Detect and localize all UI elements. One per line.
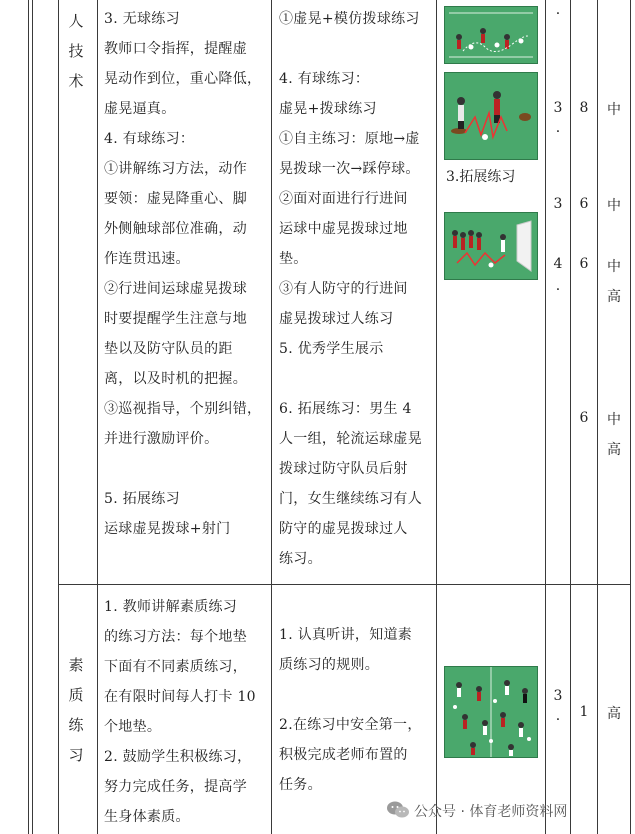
text-line: 努力完成任务，提高学 bbox=[104, 779, 247, 795]
text-line: 要领：虚晃降重心、脚 bbox=[104, 191, 247, 207]
text-line: ③巡视指导，个别纠错， bbox=[104, 401, 262, 417]
row-divider bbox=[58, 584, 631, 585]
time-mark: · bbox=[555, 282, 561, 298]
text-line: ③有人防守的行进间 bbox=[279, 281, 408, 297]
text-line: 1. 教师讲解素质练习 bbox=[104, 599, 238, 615]
extension-caption: 3.拓展练习 bbox=[446, 169, 516, 185]
time-mark: · bbox=[555, 712, 561, 728]
time-value: 4 bbox=[553, 256, 563, 272]
text-line: 晃拨球一次→踩停球。 bbox=[279, 161, 420, 177]
text-line: 并进行激励评价。 bbox=[104, 431, 219, 447]
section-label-fitness: 素 质 练 习 bbox=[68, 656, 84, 764]
grid-line bbox=[97, 0, 98, 834]
text-line: 外侧触球部位准确，动 bbox=[104, 221, 247, 237]
count-value: 6 bbox=[579, 196, 589, 212]
grid-line bbox=[570, 0, 571, 834]
text-line: ①讲解练习方法，动作 bbox=[104, 161, 247, 177]
text-line: 5. 拓展练习 bbox=[104, 491, 180, 507]
text-line: 垫以及防守队员的距 bbox=[104, 341, 233, 357]
text-line: 拨球过防守队员后射 bbox=[279, 461, 408, 477]
grid-line bbox=[597, 0, 598, 834]
text-line: 作连贯迅速。 bbox=[104, 251, 190, 267]
text-line: 防守的虚晃拨球过人 bbox=[279, 521, 408, 537]
intensity-value: 高 bbox=[607, 706, 621, 722]
text-line: 垫。 bbox=[279, 251, 308, 267]
teacher-activities-tech bbox=[104, 4, 261, 544]
time-value: 3 bbox=[553, 688, 563, 704]
grid-line bbox=[58, 0, 59, 834]
text-line: 门，女生继续练习有人 bbox=[279, 491, 422, 507]
text-line bbox=[279, 680, 422, 710]
drill-diagram-icon bbox=[444, 6, 538, 64]
time-mark: · bbox=[555, 6, 561, 22]
text-line: 练习。 bbox=[279, 551, 322, 567]
text-line: ②面对面进行行进间 bbox=[279, 191, 408, 207]
text-line: 3. 无球练习 bbox=[104, 11, 180, 27]
text-line: 积极完成老师布置的 bbox=[279, 747, 408, 763]
student-activities-fitness bbox=[279, 620, 422, 800]
count-value: 6 bbox=[579, 256, 589, 272]
text-line: ②行进间运球虚晃拨球 bbox=[104, 281, 247, 297]
text-line: 教师口令指挥，提醒虚 bbox=[104, 41, 247, 57]
wechat-icon bbox=[386, 800, 410, 824]
section-label-tech: 人 技 术 bbox=[68, 12, 84, 90]
text-line: 运球中虚晃拨球过地 bbox=[279, 221, 408, 237]
intensity-value: 中 高 bbox=[607, 259, 621, 305]
text-line: 虚晃拨球过人练习 bbox=[279, 311, 394, 327]
time-value: 3 bbox=[553, 196, 563, 212]
intensity-value: 中 bbox=[607, 198, 621, 214]
dribble-drill-icon bbox=[444, 72, 538, 160]
grid-line bbox=[630, 0, 631, 834]
text-line: 质练习的规则。 bbox=[279, 657, 380, 673]
text-line: 人一组，轮流运球虚晃 bbox=[279, 431, 422, 447]
text-line: 下面有不同素质练习， bbox=[104, 659, 247, 675]
text-line bbox=[279, 364, 422, 394]
text-line: ①虚晃+模仿拨球练习 bbox=[279, 11, 420, 27]
text-line: 运球虚晃拨球+射门 bbox=[104, 521, 231, 537]
count-value: 8 bbox=[579, 100, 589, 116]
text-line: 时要提醒学生注意与地 bbox=[104, 311, 247, 327]
text-line: 个地垫。 bbox=[104, 719, 162, 735]
text-line bbox=[104, 454, 261, 484]
text-line: ①自主练习：原地→虚 bbox=[279, 131, 420, 147]
count-value: 1 bbox=[579, 704, 589, 720]
intensity-value: 中 高 bbox=[607, 412, 621, 458]
text-line: 晃动作到位，重心降低， bbox=[104, 71, 262, 87]
grid-line bbox=[28, 0, 29, 834]
fitness-circuit-icon bbox=[444, 666, 538, 758]
time-mark: · bbox=[555, 124, 561, 140]
grid-line bbox=[32, 0, 33, 834]
text-line: 虚晃+拨球练习 bbox=[279, 101, 377, 117]
text-line: 6. 拓展练习：男生 4 bbox=[279, 401, 412, 417]
text-line bbox=[279, 34, 422, 64]
intensity-value: 中 bbox=[607, 102, 621, 118]
teacher-activities-fitness bbox=[104, 592, 256, 832]
text-line: 的练习方法：每个地垫 bbox=[104, 629, 247, 645]
text-line: 1. 认真听讲，知道素 bbox=[279, 627, 413, 643]
text-line: 5. 优秀学生展示 bbox=[279, 341, 384, 357]
shooting-drill-icon bbox=[444, 212, 538, 280]
text-line: 虚晃逼真。 bbox=[104, 101, 176, 117]
text-line: 生身体素质。 bbox=[104, 809, 190, 825]
count-value: 6 bbox=[579, 410, 589, 426]
grid-line bbox=[545, 0, 546, 834]
grid-line bbox=[436, 0, 437, 834]
text-line: 任务。 bbox=[279, 777, 322, 793]
grid-line bbox=[271, 0, 272, 834]
text-line: 4. 有球练习： bbox=[104, 131, 195, 147]
watermark-text: 公众号 · 体育老师资料网 bbox=[414, 804, 568, 820]
text-line: 2.在练习中安全第一， bbox=[279, 717, 422, 733]
text-line: 2. 鼓励学生积极练习， bbox=[104, 749, 252, 765]
student-activities-tech bbox=[279, 4, 422, 574]
time-value: 3 bbox=[553, 100, 563, 116]
text-line: 离，以及时机的把握。 bbox=[104, 371, 247, 387]
text-line: 4. 有球练习： bbox=[279, 71, 370, 87]
text-line: 在有限时间每人打卡 10 bbox=[104, 689, 256, 705]
